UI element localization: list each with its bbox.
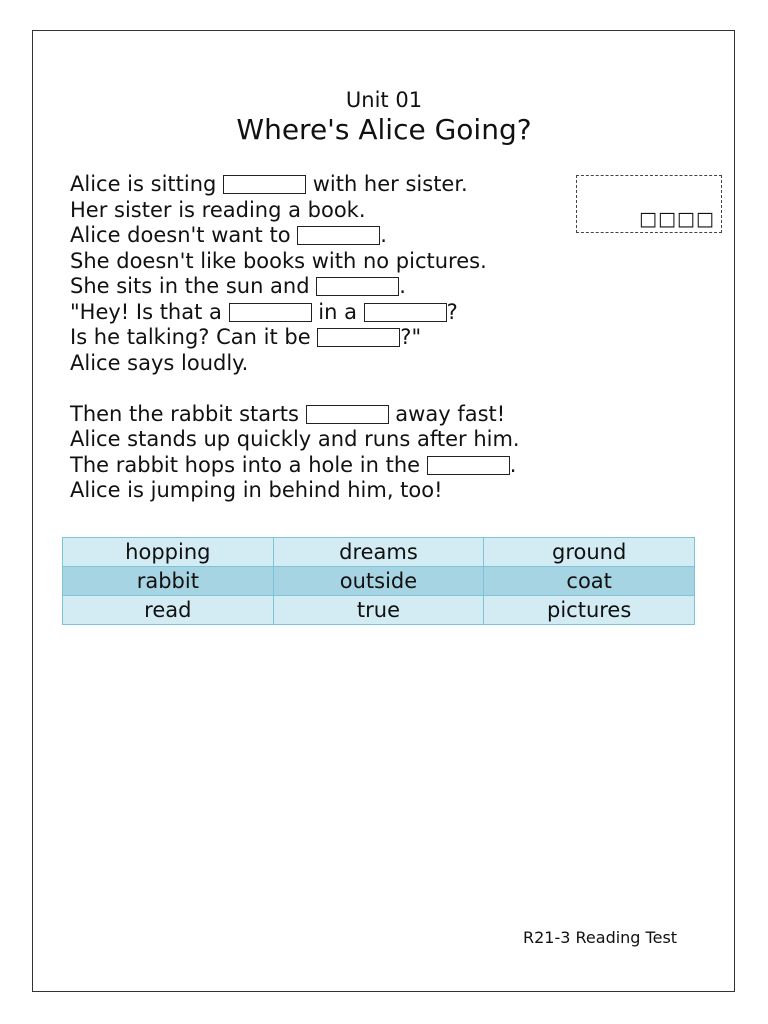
- passage-text: .: [399, 274, 406, 298]
- passage-line-8: Alice says loudly.: [70, 350, 249, 375]
- word-bank-cell: dreams: [273, 538, 484, 567]
- word-bank-cell: hopping: [63, 538, 274, 567]
- answer-blank-1[interactable]: [223, 175, 306, 194]
- score-box-label: □□□□: [639, 208, 715, 230]
- answer-blank-3[interactable]: [316, 277, 399, 296]
- test-code-footer: R21-3 Reading Test: [523, 928, 678, 947]
- passage-text: Alice doesn't want to: [70, 223, 298, 247]
- passage-text: Is he talking? Can it be: [70, 325, 318, 349]
- passage-line-4: She doesn't like books with no pictures.: [70, 248, 487, 273]
- word-bank-cell: rabbit: [63, 567, 274, 596]
- answer-blank-2[interactable]: [297, 226, 380, 245]
- passage-line-5: [70, 274, 610, 300]
- passage-text: ?: [446, 299, 458, 324]
- word-bank-cell: true: [273, 596, 484, 625]
- unit-label: Unit 01: [345, 88, 423, 112]
- passage-line-12: Alice is jumping in behind him, too!: [70, 478, 443, 502]
- answer-blank-5[interactable]: [364, 303, 447, 322]
- answer-blank-6[interactable]: [317, 328, 400, 347]
- passage-text: Alice is sitting: [70, 172, 224, 196]
- passage-line-7: [70, 325, 610, 351]
- answer-blank-8[interactable]: [427, 456, 510, 475]
- word-bank-cell: ground: [484, 538, 695, 567]
- passage-line-9: [70, 402, 610, 428]
- passage-line-10: Alice stands up quickly and runs after him.: [70, 427, 520, 451]
- word-bank-cell: read: [63, 596, 274, 625]
- answer-blank-7[interactable]: [306, 405, 389, 424]
- answer-blank-4[interactable]: [229, 303, 312, 322]
- passage-line-2: Her sister is reading a book.: [70, 197, 366, 222]
- word-bank-row: [63, 538, 695, 567]
- passage-text: in a: [311, 299, 364, 324]
- passage-text: The rabbit hops into a hole in the: [70, 452, 427, 477]
- worksheet-title: Where's Alice Going?: [236, 113, 532, 146]
- passage-text: .: [509, 452, 517, 477]
- passage-text: She sits in the sun and: [70, 274, 317, 298]
- word-bank-row: [63, 596, 695, 625]
- passage-text: .: [380, 223, 387, 247]
- word-bank-cell: coat: [484, 567, 695, 596]
- passage-text: away fast!: [388, 401, 506, 426]
- word-bank-cell: pictures: [484, 596, 695, 625]
- passage-text: ?": [400, 325, 422, 349]
- word-bank-table: [62, 537, 695, 625]
- passage-line-1: [70, 172, 610, 198]
- paragraph-break: [70, 376, 610, 402]
- passage-line-6: [70, 300, 610, 326]
- reading-passage: [70, 172, 610, 504]
- passage-line-11: [70, 453, 610, 479]
- word-bank-row: [63, 567, 695, 596]
- passage-text: with her sister.: [306, 172, 468, 196]
- passage-text: Then the rabbit starts: [70, 401, 306, 426]
- word-bank-cell: outside: [273, 567, 484, 596]
- passage-line-3: [70, 223, 610, 249]
- passage-text: "Hey! Is that a: [70, 299, 229, 324]
